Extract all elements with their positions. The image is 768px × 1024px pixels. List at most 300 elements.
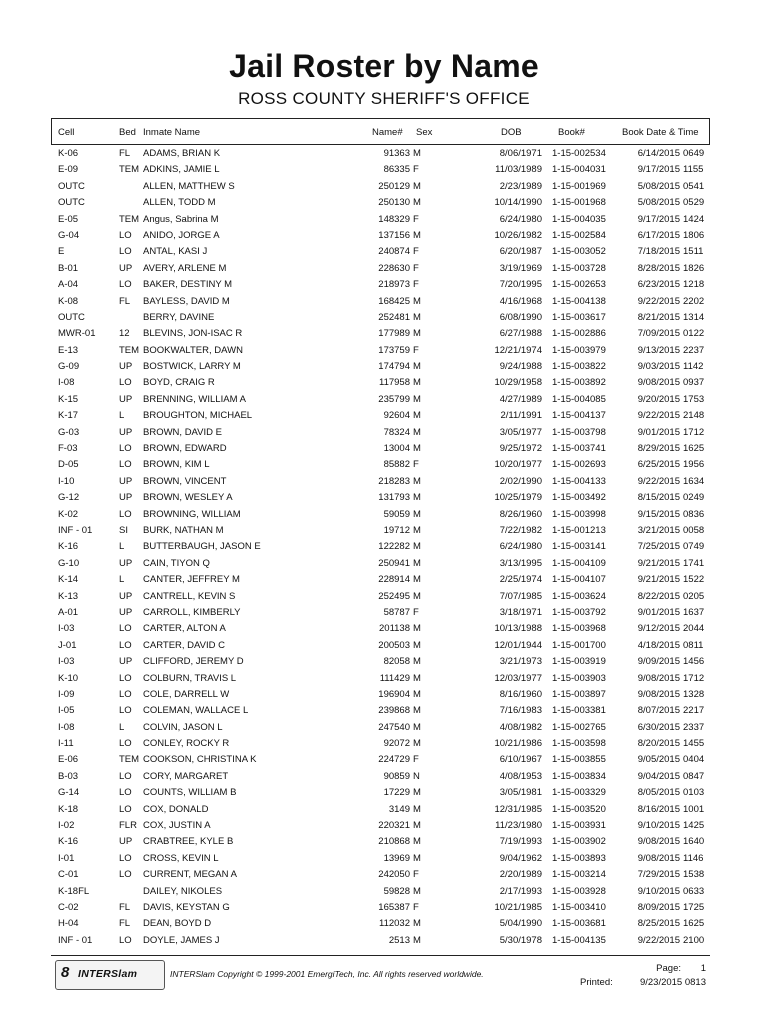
- bed-value: L: [119, 541, 125, 553]
- col-bed-header: Bed: [119, 127, 136, 138]
- name-number: 173759: [378, 344, 410, 356]
- book-date: 9/12/2015: [637, 623, 680, 635]
- bed-value: TEM: [119, 754, 140, 766]
- sex-value: M: [413, 229, 421, 241]
- book-time: 2337: [683, 721, 705, 733]
- report-footer: [51, 955, 710, 994]
- cell-value: D-05: [58, 459, 79, 471]
- report-title: Jail Roster by Name: [229, 48, 539, 84]
- bed-value: LO: [119, 869, 132, 881]
- dob-value: 6/24/1980: [499, 213, 542, 225]
- inmate-name: ADAMS, BRIAN K: [143, 148, 221, 159]
- sex-value: M: [413, 918, 421, 930]
- name-number: 19712: [383, 524, 410, 536]
- inmate-name: CONLEY, ROCKY R: [143, 738, 230, 750]
- table-row: [0, 343, 768, 359]
- name-number: 196904: [378, 688, 410, 700]
- inmate-name: CANTER, JEFFREY M: [143, 574, 240, 586]
- book-date: 8/21/2015: [637, 311, 680, 323]
- dob-value: 3/05/1981: [499, 787, 542, 799]
- bed-value: FL: [119, 901, 131, 913]
- printed-datetime: 9/23/2015 0813: [639, 977, 706, 988]
- table-row: [0, 310, 768, 326]
- book-date: 9/21/2015: [637, 557, 680, 569]
- dob-value: 6/08/1990: [499, 311, 542, 323]
- book-date: 9/08/2015: [637, 836, 680, 848]
- book-number: 1-15-003381: [552, 705, 606, 717]
- dob-value: 9/04/1962: [499, 852, 542, 864]
- cell-value: I-10: [58, 475, 75, 487]
- name-number: 177989: [378, 328, 410, 340]
- name-number: 131793: [378, 492, 410, 504]
- book-date: 6/30/2015: [637, 721, 680, 733]
- sex-value: M: [413, 475, 421, 487]
- book-date: 9/08/2015: [637, 377, 680, 389]
- book-date: 8/09/2015: [637, 901, 680, 913]
- dob-value: 11/03/1989: [495, 164, 542, 176]
- bed-value: LO: [119, 639, 132, 651]
- book-time: 0541: [683, 180, 705, 192]
- cell-value: I-08: [58, 377, 75, 389]
- book-date: 7/25/2015: [637, 541, 680, 553]
- book-date: 9/21/2015: [637, 574, 680, 586]
- book-time: 1538: [683, 869, 705, 881]
- name-number: 218283: [378, 475, 410, 487]
- dob-value: 4/08/1953: [499, 770, 542, 782]
- inmate-name: COOKSON, CHRISTINA K: [143, 754, 257, 766]
- table-row: [0, 408, 768, 424]
- cell-value: E-13: [58, 344, 79, 356]
- cell-value: OUTC: [58, 180, 85, 192]
- cell-value: C-01: [58, 869, 79, 881]
- book-number: 1-15-002886: [552, 328, 606, 340]
- table-row: [0, 638, 768, 654]
- bed-value: UP: [119, 426, 133, 438]
- cell-value: OUTC: [58, 311, 85, 323]
- dob-value: 9/25/1972: [499, 443, 542, 455]
- sex-value: F: [413, 213, 419, 225]
- book-number: 1-15-004035: [552, 213, 606, 225]
- table-row: [0, 195, 768, 211]
- cell-value: K-02: [58, 508, 79, 520]
- bed-value: LO: [119, 377, 132, 389]
- table-row: [0, 326, 768, 342]
- cell-value: A-01: [58, 606, 79, 618]
- inmate-name: Angus, Sabrina M: [143, 213, 219, 225]
- name-number: 111429: [379, 672, 410, 684]
- book-number: 1-15-003624: [552, 590, 606, 602]
- inmate-name: BOSTWICK, LARRY M: [143, 361, 241, 373]
- sex-value: F: [413, 869, 419, 881]
- sex-value: M: [413, 787, 421, 799]
- name-number: 90859: [383, 770, 410, 782]
- inmate-name: CARTER, ALTON A: [143, 623, 226, 635]
- dob-value: 8/16/1960: [499, 688, 542, 700]
- inmate-name: ALLEN, MATTHEW S: [143, 180, 235, 192]
- table-row: [0, 490, 768, 506]
- name-number: 59828: [383, 885, 410, 897]
- cell-value: I-09: [58, 688, 75, 700]
- book-time: 0811: [683, 639, 704, 651]
- bed-value: LO: [119, 672, 132, 684]
- table-row: [0, 605, 768, 621]
- book-time: 2044: [683, 623, 705, 635]
- dob-value: 4/27/1989: [499, 393, 542, 405]
- bed-value: LO: [119, 279, 132, 291]
- bed-value: UP: [119, 262, 133, 274]
- book-date: 9/17/2015: [637, 213, 680, 225]
- name-number: 82058: [383, 656, 410, 668]
- book-date: 7/18/2015: [637, 246, 680, 258]
- table-row: [0, 654, 768, 670]
- book-time: 1146: [683, 852, 704, 864]
- cell-value: I-03: [58, 656, 75, 668]
- col-sex-header: Sex: [416, 127, 433, 138]
- dob-value: 12/03/1977: [494, 672, 542, 684]
- book-time: 0205: [683, 590, 705, 602]
- sex-value: F: [413, 459, 419, 471]
- sex-value: M: [413, 443, 421, 455]
- name-number: 112032: [379, 918, 410, 930]
- bed-value: TEM: [119, 164, 140, 176]
- book-date: 9/13/2015: [637, 344, 680, 356]
- name-number: 250129: [378, 180, 410, 192]
- book-number: 1-15-003052: [552, 246, 606, 258]
- book-time: 1741: [683, 557, 705, 569]
- sex-value: M: [413, 688, 421, 700]
- book-time: 1155: [683, 164, 704, 176]
- book-number: 1-15-003520: [552, 803, 606, 815]
- name-number: 210868: [378, 836, 410, 848]
- book-time: 0937: [683, 377, 705, 389]
- sex-value: M: [413, 311, 421, 323]
- inmate-name: ADKINS, JAMIE L: [143, 164, 220, 176]
- book-time: 0847: [683, 770, 705, 782]
- inmate-name: CROSS, KEVIN L: [143, 852, 219, 864]
- sex-value: M: [413, 361, 421, 373]
- table-row: [0, 392, 768, 408]
- book-time: 1725: [683, 901, 705, 913]
- book-time: 1328: [683, 688, 705, 700]
- interslam-logo: [55, 960, 165, 990]
- book-number: 1-15-002584: [552, 229, 606, 241]
- inmate-name: DAILEY, NIKOLES: [143, 885, 223, 897]
- book-date: 8/05/2015: [637, 787, 680, 799]
- book-date: 9/03/2015: [637, 361, 680, 373]
- cell-value: K-15: [58, 393, 79, 405]
- cell-value: K-13: [58, 590, 79, 602]
- cell-value: B-01: [58, 262, 79, 274]
- book-date: 9/04/2015: [637, 770, 680, 782]
- dob-value: 10/21/1985: [494, 901, 542, 913]
- dob-value: 9/24/1988: [499, 361, 542, 373]
- dob-value: 2/17/1993: [499, 885, 542, 897]
- dob-value: 7/19/1993: [499, 836, 542, 848]
- name-number: 200503: [378, 639, 410, 651]
- cell-value: INF - 01: [58, 934, 93, 946]
- inmate-name: BAKER, DESTINY M: [143, 279, 233, 291]
- cell-value: I-05: [58, 705, 75, 717]
- bed-value: UP: [119, 606, 133, 618]
- book-time: 1456: [683, 656, 705, 668]
- book-number: 1-15-003979: [552, 344, 606, 356]
- sex-value: M: [413, 393, 421, 405]
- name-number: 201138: [379, 623, 410, 635]
- col-dob-header: DOB: [501, 127, 522, 138]
- table-row: [0, 179, 768, 195]
- inmate-name: CRABTREE, KYLE B: [143, 836, 234, 848]
- inmate-name: BUTTERBAUGH, JASON E: [143, 541, 261, 553]
- inmate-name: DOYLE, JAMES J: [143, 934, 220, 946]
- book-number: 1-15-003928: [552, 885, 606, 897]
- book-date: 8/28/2015: [637, 262, 680, 274]
- name-number: 228914: [378, 574, 410, 586]
- book-number: 1-15-004031: [552, 164, 606, 176]
- table-row: [0, 720, 768, 736]
- book-number: 1-15-004109: [552, 557, 606, 569]
- cell-value: I-11: [58, 738, 74, 750]
- cell-value: G-09: [58, 361, 80, 373]
- name-number: 92604: [383, 410, 410, 422]
- book-number: 1-15-003822: [552, 361, 606, 373]
- book-time: 0749: [683, 541, 705, 553]
- book-date: 9/22/2015: [637, 295, 680, 307]
- bed-value: LO: [119, 623, 132, 635]
- cell-value: F-03: [58, 443, 78, 455]
- name-number: 2513: [388, 934, 410, 946]
- bed-value: TEM: [119, 213, 140, 225]
- book-date: 9/10/2015: [637, 885, 680, 897]
- table-row: [0, 785, 768, 801]
- sex-value: F: [413, 246, 419, 258]
- inmate-name: COLVIN, JASON L: [143, 721, 223, 733]
- inmate-name: CANTRELL, KEVIN S: [143, 590, 236, 602]
- book-date: 9/01/2015: [637, 426, 680, 438]
- book-time: 1956: [683, 459, 705, 471]
- cell-value: K-06: [58, 148, 79, 159]
- table-row: [0, 375, 768, 391]
- book-number: 1-15-003141: [552, 541, 606, 553]
- inmate-name: BAYLESS, DAVID M: [143, 295, 230, 307]
- name-number: 240874: [378, 246, 410, 258]
- name-number: 165387: [378, 901, 410, 913]
- book-time: 0058: [683, 524, 705, 536]
- cell-value: G-04: [58, 229, 80, 241]
- book-number: 1-15-001213: [552, 524, 606, 536]
- book-date: 7/29/2015: [637, 869, 680, 881]
- bed-value: UP: [119, 475, 133, 487]
- book-time: 1455: [683, 738, 705, 750]
- book-date: 9/20/2015: [637, 393, 680, 405]
- bed-value: TEM: [119, 344, 140, 356]
- book-date: 8/16/2015: [637, 803, 680, 815]
- roster-table-body: [0, 146, 768, 949]
- book-date: 8/07/2015: [637, 705, 680, 717]
- table-row: [0, 736, 768, 752]
- dob-value: 2/02/1990: [499, 475, 542, 487]
- table-row: [0, 228, 768, 244]
- cell-value: K-18: [58, 803, 79, 815]
- dob-value: 7/16/1983: [499, 705, 542, 717]
- book-time: 1424: [683, 213, 705, 225]
- sex-value: M: [413, 803, 421, 815]
- inmate-name: ANTAL, KASI J: [143, 246, 208, 258]
- name-number: 235799: [378, 393, 410, 405]
- name-number: 13969: [383, 852, 410, 864]
- name-number: 218973: [378, 279, 410, 291]
- dob-value: 2/23/1989: [499, 180, 542, 192]
- table-row: [0, 589, 768, 605]
- cell-value: E-09: [58, 164, 79, 176]
- book-number: 1-15-003329: [552, 787, 606, 799]
- book-number: 1-15-004085: [552, 393, 606, 405]
- dob-value: 2/20/1989: [499, 869, 542, 881]
- cell-value: C-02: [58, 901, 79, 913]
- table-row: [0, 900, 768, 916]
- sex-value: M: [413, 524, 421, 536]
- cell-value: I-02: [58, 820, 75, 832]
- copyright-notice: INTERSlam Copyright © 1999-2001 EmergiTech, Inc. All rights reserved worldwide.: [170, 969, 484, 979]
- bed-value: FL: [119, 295, 131, 307]
- name-number: 17229: [383, 787, 410, 799]
- inmate-name: COX, JUSTIN A: [143, 820, 211, 832]
- cell-value: I-03: [58, 623, 75, 635]
- table-row: [0, 261, 768, 277]
- name-number: 239868: [378, 705, 410, 717]
- dob-value: 10/26/1982: [494, 229, 542, 241]
- inmate-name: COX, DONALD: [143, 803, 209, 815]
- bed-value: UP: [119, 492, 133, 504]
- book-time: 0649: [683, 148, 705, 159]
- dob-value: 10/25/1979: [494, 492, 542, 504]
- bed-value: L: [119, 410, 125, 422]
- table-row: [0, 572, 768, 588]
- inmate-name: CORY, MARGARET: [143, 770, 229, 782]
- inmate-name: BROWN, DAVID E: [143, 426, 222, 438]
- table-row: [0, 539, 768, 555]
- sex-value: M: [413, 148, 421, 159]
- table-row: [0, 359, 768, 375]
- sex-value: N: [413, 770, 420, 782]
- book-number: 1-15-004135: [552, 934, 606, 946]
- book-date: 9/09/2015: [637, 656, 680, 668]
- bed-value: SI: [119, 524, 128, 536]
- book-time: 2148: [683, 410, 705, 422]
- inmate-name: AVERY, ARLENE M: [143, 262, 227, 274]
- cell-value: K-14: [58, 574, 79, 586]
- inmate-name: CARTER, DAVID C: [143, 639, 225, 651]
- table-row: [0, 507, 768, 523]
- book-number: 1-15-003214: [552, 869, 606, 881]
- cell-value: E-05: [58, 213, 79, 225]
- sex-value: M: [413, 656, 421, 668]
- book-time: 0836: [683, 508, 705, 520]
- book-number: 1-15-003410: [552, 901, 606, 913]
- table-row: [0, 621, 768, 637]
- table-row: [0, 457, 768, 473]
- bed-value: LO: [119, 688, 132, 700]
- cell-value: K-10: [58, 672, 79, 684]
- book-number: 1-15-003855: [552, 754, 606, 766]
- inmate-name: BOOKWALTER, DAWN: [143, 344, 243, 356]
- name-number: 86335: [383, 164, 410, 176]
- inmate-name: BROWN, WESLEY A: [143, 492, 233, 504]
- name-number: 168425: [378, 295, 410, 307]
- report-subtitle: ROSS COUNTY SHERIFF'S OFFICE: [238, 89, 530, 108]
- inmate-name: COLE, DARRELL W: [143, 688, 230, 700]
- book-time: 1640: [683, 836, 705, 848]
- bed-value: UP: [119, 836, 133, 848]
- book-number: 1-15-002534: [552, 148, 606, 159]
- book-date: 8/29/2015: [637, 443, 680, 455]
- bed-value: 12: [119, 328, 130, 340]
- name-number: 91363: [383, 148, 410, 159]
- book-time: 1218: [683, 279, 705, 291]
- name-number: 3149: [388, 803, 410, 815]
- cell-value: I-08: [58, 721, 75, 733]
- cell-value: J-01: [58, 639, 77, 651]
- book-number: 1-15-004133: [552, 475, 606, 487]
- name-number: 174794: [378, 361, 410, 373]
- sex-value: M: [413, 508, 421, 520]
- sex-value: M: [413, 197, 421, 209]
- book-number: 1-15-003741: [552, 443, 606, 455]
- bed-value: LO: [119, 770, 132, 782]
- sex-value: F: [413, 279, 419, 291]
- printed-label: Printed:: [580, 977, 613, 988]
- book-number: 1-15-003897: [552, 688, 606, 700]
- dob-value: 12/01/1944: [494, 639, 542, 651]
- cell-value: MWR-01: [58, 328, 96, 340]
- name-number: 13004: [383, 443, 410, 455]
- book-time: 2217: [683, 705, 705, 717]
- sex-value: F: [413, 344, 419, 356]
- bed-value: LO: [119, 787, 132, 799]
- bed-value: L: [119, 574, 125, 586]
- book-date: 9/22/2015: [637, 410, 680, 422]
- book-time: 1142: [683, 361, 704, 373]
- dob-value: 10/20/1977: [494, 459, 542, 471]
- book-date: 9/05/2015: [637, 754, 680, 766]
- sex-value: M: [413, 705, 421, 717]
- inmate-name: BROWN, EDWARD: [143, 443, 227, 455]
- sex-value: M: [413, 738, 421, 750]
- sex-value: M: [413, 328, 421, 340]
- dob-value: 11/23/1980: [495, 820, 542, 832]
- book-time: 1826: [683, 262, 705, 274]
- book-time: 1753: [683, 393, 705, 405]
- table-row: [0, 752, 768, 768]
- name-number: 252481: [378, 311, 410, 323]
- cell-value: OUTC: [58, 197, 85, 209]
- sex-value: M: [413, 492, 421, 504]
- sex-value: M: [413, 885, 421, 897]
- book-number: 1-15-003681: [552, 918, 606, 930]
- sex-value: M: [413, 426, 421, 438]
- sex-value: F: [413, 262, 419, 274]
- inmate-name: BURK, NATHAN M: [143, 524, 224, 536]
- bed-value: LO: [119, 705, 132, 717]
- sex-value: M: [413, 934, 421, 946]
- book-time: 0249: [683, 492, 705, 504]
- book-date: 4/18/2015: [637, 639, 680, 651]
- book-time: 0529: [683, 197, 705, 209]
- table-row: [0, 916, 768, 932]
- dob-value: 7/07/1985: [499, 590, 542, 602]
- name-number: 220321: [378, 820, 410, 832]
- sex-value: M: [413, 721, 421, 733]
- sex-value: F: [413, 754, 419, 766]
